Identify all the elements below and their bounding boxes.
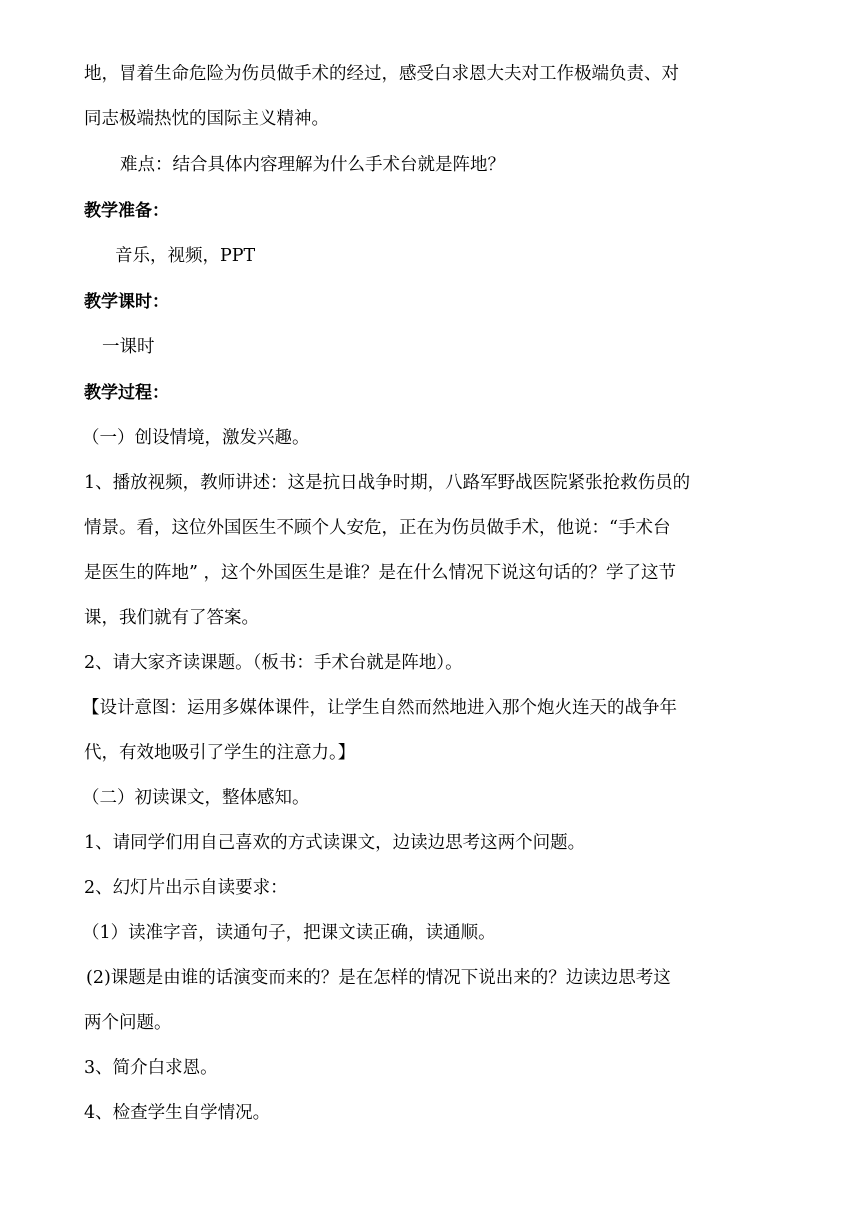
paragraph-line: 4、检查学生自学情况。 [84, 1103, 271, 1123]
subsection-heading-2: （二）初读课文，整体感知。 [82, 788, 310, 808]
paragraph-line: （1）读准字音，读通句子，把课文读正确，读通顺。 [82, 923, 496, 943]
paragraph-line: 地，冒着生命危险为伤员做手术的经过，感受白求恩大夫对工作极端负责、对 [84, 64, 679, 84]
design-intent-line: 代，有效地吸引了学生的注意力。】 [84, 743, 356, 763]
paragraph-line: 2、请大家齐读课题。（板书：手术台就是阵地）。 [84, 653, 463, 673]
paragraph-line: 2、幻灯片出示自读要求： [84, 878, 288, 898]
hours-content: 一课时 [102, 337, 155, 357]
paragraph-line: 两个问题。 [84, 1013, 172, 1033]
section-heading-process: 教学过程： [84, 383, 169, 403]
paragraph-line: 课，我们就有了答案。 [84, 608, 259, 628]
paragraph-line: 同志极端热忱的国际主义精神。 [84, 109, 329, 129]
paragraph-line: 1、请同学们用自己喜欢的方式读课文，边读边思考这两个问题。 [84, 833, 586, 853]
paragraph-line: 是医生的阵地” ，这个外国医生是谁？是在什么情况下说这句话的？学了这节 [84, 563, 677, 583]
paragraph-line: 3、简介白求恩。 [84, 1058, 218, 1078]
paragraph-line: (2)课题是由谁的话演变而来的？是在怎样的情况下说出来的？边读边思考这 [86, 968, 671, 988]
design-intent-line: 【设计意图：运用多媒体课件，让学生自然而然地进入那个炮火连天的战争年 [82, 698, 677, 718]
section-heading-hours: 教学课时： [84, 292, 169, 312]
subsection-heading-1: （一）创设情境，激发兴趣。 [82, 428, 310, 448]
paragraph-line: 1、播放视频，教师讲述：这是抗日战争时期，八路军野战医院紧张抢救伤员的 [84, 473, 691, 493]
preparation-content: 音乐，视频，PPT [115, 246, 256, 266]
section-heading-preparation: 教学准备： [84, 201, 169, 221]
difficulty-line: 难点：结合具体内容理解为什么手术台就是阵地？ [120, 155, 505, 175]
paragraph-line: 情景。看，这位外国医生不顾个人安危，正在为伤员做手术，他说：“手术台 [84, 518, 671, 538]
